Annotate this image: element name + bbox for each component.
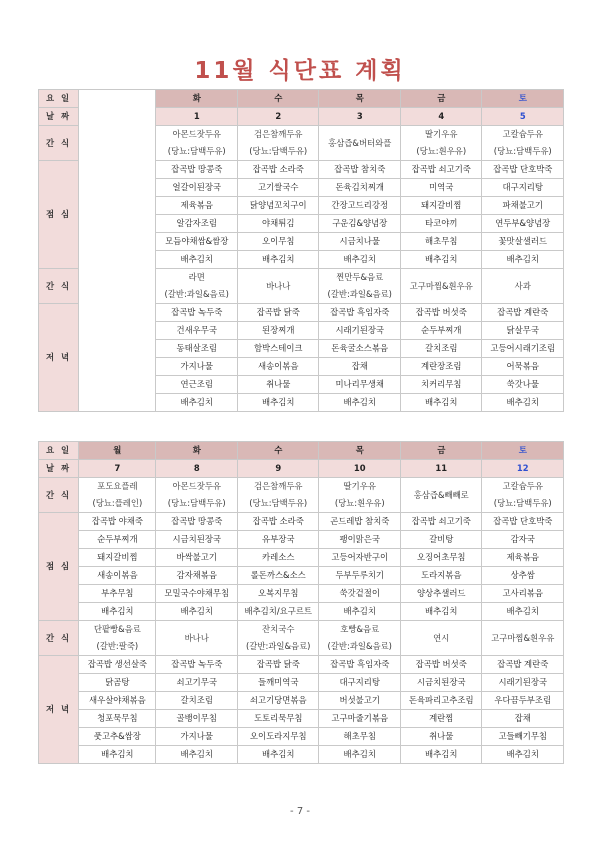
- snack-line: 딸기우유: [343, 481, 376, 491]
- lunch-item: 연두부&양념장: [482, 215, 564, 233]
- pm-snack-cell: [156, 621, 238, 656]
- snack-line: 호빵&음료: [340, 624, 380, 634]
- am-snack-cell: [237, 126, 319, 161]
- lunch-item: 카레소스: [237, 549, 319, 567]
- lunch-item: 고등어자반구이: [319, 549, 401, 567]
- page-number: - 7 -: [290, 806, 310, 817]
- lunch-item: 파채불고기: [482, 197, 564, 215]
- dinner-item: 골뱅이무침: [156, 710, 238, 728]
- dinner-item: 잡곡밥 버섯죽: [400, 656, 482, 674]
- dinner-item: 잡곡밥 녹두죽: [156, 304, 238, 322]
- lunch-item: 구운김&양념장: [319, 215, 401, 233]
- dinner-item: 돈육파리고추조림: [400, 692, 482, 710]
- snack-line: (당뇨:담백두유): [249, 498, 308, 508]
- lunch-item: 잡곡밥 소라죽: [237, 513, 319, 531]
- snack-line: 사과: [514, 280, 531, 291]
- snack-line: (당뇨:담백두유): [493, 146, 552, 156]
- lunch-item: 잡곡밥 땅콩죽: [156, 161, 238, 179]
- dinner-item: 고들빼기무침: [482, 728, 564, 746]
- dinner-item: 배추김치: [482, 746, 564, 764]
- lunch-item: 새송이볶음: [79, 567, 156, 585]
- snack-line: 검은참깨두유: [253, 481, 303, 491]
- snack-line: (당뇨:담백두유): [167, 498, 226, 508]
- lunch-item: 고사리볶음: [482, 585, 564, 603]
- lunch-item: 시금치나물: [319, 233, 401, 251]
- dinner-item: 우다끔두부조림: [482, 692, 564, 710]
- pm-snack-cell: [482, 621, 564, 656]
- lunch-item: 쑥갓겉절이: [319, 585, 401, 603]
- lunch-item: 모듬야채쌈&쌈장: [156, 233, 238, 251]
- dinner-item: 어묵볶음: [482, 358, 564, 376]
- snack-line: (갈반:과일&음료): [327, 289, 392, 299]
- snack-line: 라면: [188, 272, 205, 282]
- lunch-label: 점 심: [39, 513, 79, 621]
- dinner-item: 돈육굴소스볶음: [319, 340, 401, 358]
- dinner-item: 들깨미역국: [237, 674, 319, 692]
- dinner-item: 취나물: [237, 376, 319, 394]
- day-label: 요 일: [39, 442, 79, 460]
- date-header: 5: [482, 108, 564, 126]
- pm-snack-cell: [400, 269, 482, 304]
- am-snack-cell: [319, 478, 401, 513]
- lunch-item: 돈육김치찌개: [319, 179, 401, 197]
- dinner-item: 치커리무침: [400, 376, 482, 394]
- day-header: 화: [156, 442, 238, 460]
- lunch-item: 제육볶음: [482, 549, 564, 567]
- lunch-item: 부추무침: [79, 585, 156, 603]
- date-header: 3: [319, 108, 401, 126]
- dinner-item: 잡채: [482, 710, 564, 728]
- am-snack-cell: [156, 126, 238, 161]
- dinner-item: 해초무침: [319, 728, 401, 746]
- am-snack-cell: [400, 478, 482, 513]
- dinner-item: 잡곡밥 흑임자죽: [319, 656, 401, 674]
- dinner-item: 잡채: [319, 358, 401, 376]
- dinner-item: 시래기된장국: [482, 674, 564, 692]
- snack-line: (당뇨:플레인): [92, 498, 143, 508]
- dinner-item: 청포묵무침: [79, 710, 156, 728]
- day-header: 월: [79, 442, 156, 460]
- dinner-item: 동태살조림: [156, 340, 238, 358]
- lunch-item: 해초무침: [400, 233, 482, 251]
- date-header: 7: [79, 460, 156, 478]
- dinner-item: 배추김치: [319, 746, 401, 764]
- lunch-item: 돼지갈비찜: [400, 197, 482, 215]
- lunch-item: 야채튀김: [237, 215, 319, 233]
- dinner-label: 저 녁: [39, 304, 79, 412]
- snack-line: 포도요플레: [97, 481, 138, 491]
- lunch-item: 배추김치: [319, 251, 401, 269]
- lunch-item: 두부두루치기: [319, 567, 401, 585]
- snack-line: 고칼슘두유: [502, 481, 543, 491]
- lunch-item: 갈비탕: [400, 531, 482, 549]
- lunch-item: 알감자조림: [156, 215, 238, 233]
- snack-line: (당뇨:흰우유): [334, 498, 385, 508]
- pm-snack-cell: [79, 621, 156, 656]
- dinner-item: 고등어시래기조림: [482, 340, 564, 358]
- day-header: 목: [319, 442, 401, 460]
- snack-line: (갈반:팔죽): [96, 641, 139, 651]
- pm-snack-label: 간 식: [39, 621, 79, 656]
- dinner-item: 고구마줄기볶음: [319, 710, 401, 728]
- snack-line: 아몬드잣두유: [172, 129, 221, 139]
- snack-line: 찐만두&음료: [336, 272, 384, 282]
- pm-snack-label: 간 식: [39, 269, 79, 304]
- am-snack-label: 간 식: [39, 126, 79, 161]
- date-header: 1: [156, 108, 238, 126]
- lunch-item: 고기쌀국수: [237, 179, 319, 197]
- dinner-item: 버섯불고기: [319, 692, 401, 710]
- am-snack-cell: [156, 478, 238, 513]
- dinner-item: 오이도라지무침: [237, 728, 319, 746]
- pm-snack-cell: [319, 621, 401, 656]
- dinner-item: 잡곡밥 닭죽: [237, 656, 319, 674]
- lunch-item: 순두부찌개: [79, 531, 156, 549]
- lunch-item: 모밀국수야채무침: [156, 585, 238, 603]
- snack-line: (당뇨:담백두유): [493, 498, 552, 508]
- lunch-label: 점 심: [39, 161, 79, 269]
- dinner-item: 쑥갓나물: [482, 376, 564, 394]
- day-header: 금: [400, 90, 482, 108]
- lunch-item: 배추김치/요구르트: [237, 603, 319, 621]
- dinner-item: 취나물: [400, 728, 482, 746]
- dinner-item: 가지나물: [156, 728, 238, 746]
- lunch-item: 오복지무침: [237, 585, 319, 603]
- snack-line: 잔치국수: [262, 624, 295, 634]
- am-snack-cell: [319, 126, 401, 161]
- blank-cell: [79, 90, 156, 412]
- lunch-item: 잡곡밥 소라죽: [237, 161, 319, 179]
- lunch-item: 배추김치: [319, 603, 401, 621]
- lunch-item: 배추김치: [156, 603, 238, 621]
- lunch-item: 롤돈까스&소스: [237, 567, 319, 585]
- lunch-item: 상추쌈: [482, 567, 564, 585]
- snack-line: (갈반:과일&음료): [164, 289, 229, 299]
- dinner-item: 잡곡밥 계란죽: [482, 656, 564, 674]
- date-header: 8: [156, 460, 238, 478]
- am-snack-label: 간 식: [39, 478, 79, 513]
- snack-line: 홍삼즙&빼빼로: [413, 489, 469, 500]
- day-header: 금: [400, 442, 482, 460]
- dinner-item: 순두부찌개: [400, 322, 482, 340]
- snack-line: (갈반:과일&음료): [327, 641, 392, 651]
- lunch-item: 미역국: [400, 179, 482, 197]
- dinner-item: 미나리무생채: [319, 376, 401, 394]
- snack-line: 바나나: [184, 632, 209, 643]
- snack-line: 연시: [433, 632, 450, 643]
- lunch-item: 꽃맛살샐러드: [482, 233, 564, 251]
- dinner-item: 배추김치: [156, 394, 238, 412]
- dinner-item: 계란장조림: [400, 358, 482, 376]
- snack-line: (당뇨:담백두유): [167, 146, 226, 156]
- dinner-item: 가지나물: [156, 358, 238, 376]
- pm-snack-cell: [156, 269, 238, 304]
- lunch-item: 잡곡밥 땅콩죽: [156, 513, 238, 531]
- snack-line: 단팥빵&음료: [93, 624, 141, 634]
- lunch-item: 배추김치: [400, 603, 482, 621]
- dinner-item: 새우살야채볶음: [79, 692, 156, 710]
- dinner-item: 갈치조림: [156, 692, 238, 710]
- dinner-item: 배추김치: [237, 746, 319, 764]
- dinner-label: 저 녁: [39, 656, 79, 764]
- snack-line: (당뇨:흰우유): [416, 146, 467, 156]
- dinner-item: 도토리묵무침: [237, 710, 319, 728]
- date-label: 날 짜: [39, 460, 79, 478]
- pm-snack-cell: [319, 269, 401, 304]
- dinner-item: 된장찌개: [237, 322, 319, 340]
- lunch-item: 바싹불고기: [156, 549, 238, 567]
- day-header: 토: [482, 442, 564, 460]
- am-snack-cell: [237, 478, 319, 513]
- page-title: 11월 식단표 계획: [194, 58, 406, 84]
- snack-line: 아몬드잣두유: [172, 481, 221, 491]
- lunch-item: 잡곡밥 단호박죽: [482, 161, 564, 179]
- am-snack-cell: [79, 478, 156, 513]
- lunch-item: 배추김치: [156, 251, 238, 269]
- snack-line: 홍삼즙&버터와플: [328, 137, 392, 148]
- dinner-item: 풋고추&쌈장: [79, 728, 156, 746]
- snack-line: 검은참깨두유: [253, 129, 303, 139]
- lunch-item: 팽이맑은국: [319, 531, 401, 549]
- day-header: 목: [319, 90, 401, 108]
- dinner-item: 배추김치: [482, 394, 564, 412]
- lunch-item: 대구지리탕: [482, 179, 564, 197]
- snack-line: (당뇨:담백두유): [249, 146, 308, 156]
- date-header: 4: [400, 108, 482, 126]
- snack-line: (갈반:과일&음료): [246, 641, 311, 651]
- lunch-item: 제육볶음: [156, 197, 238, 215]
- lunch-item: 감자채볶음: [156, 567, 238, 585]
- dinner-item: 배추김치: [79, 746, 156, 764]
- lunch-item: 양상추샐러드: [400, 585, 482, 603]
- dinner-item: 함박스테이크: [237, 340, 319, 358]
- dinner-item: 시래기된장국: [319, 322, 401, 340]
- snack-line: 고칼슘두유: [502, 129, 543, 139]
- pm-snack-cell: [400, 621, 482, 656]
- date-header: 11: [400, 460, 482, 478]
- date-header: 10: [319, 460, 401, 478]
- dinner-item: 시금치된장국: [400, 674, 482, 692]
- snack-line: 딸기우유: [425, 129, 458, 139]
- day-header: 수: [237, 442, 319, 460]
- am-snack-cell: [400, 126, 482, 161]
- dinner-item: 닭곰탕: [79, 674, 156, 692]
- week1-table: [38, 89, 564, 412]
- lunch-item: 잡곡밥 야채죽: [79, 513, 156, 531]
- dinner-item: 배추김치: [319, 394, 401, 412]
- snack-line: 고구마찜&흰우유: [409, 280, 473, 291]
- dinner-item: 배추김치: [400, 746, 482, 764]
- dinner-item: 배추김치: [156, 746, 238, 764]
- lunch-item: 돼지갈비찜: [79, 549, 156, 567]
- lunch-item: 잡곡밥 쇠고기죽: [400, 513, 482, 531]
- dinner-item: 잡곡밥 흑임자죽: [319, 304, 401, 322]
- lunch-item: 잡곡밥 쇠고기죽: [400, 161, 482, 179]
- day-header: 수: [237, 90, 319, 108]
- lunch-item: 시금치된장국: [156, 531, 238, 549]
- dinner-item: 건새우무국: [156, 322, 238, 340]
- lunch-item: 오이무침: [237, 233, 319, 251]
- dinner-item: 쇠고기당면볶음: [237, 692, 319, 710]
- dinner-item: 잡곡밥 생선살죽: [79, 656, 156, 674]
- pm-snack-cell: [482, 269, 564, 304]
- lunch-item: 얼갈이된장국: [156, 179, 238, 197]
- dinner-item: 계란찜: [400, 710, 482, 728]
- snack-line: 고구마찜&흰우유: [491, 632, 555, 643]
- dinner-item: 배추김치: [237, 394, 319, 412]
- snack-line: 바나나: [266, 280, 291, 291]
- date-header: 2: [237, 108, 319, 126]
- lunch-item: 도라지볶음: [400, 567, 482, 585]
- dinner-item: 쇠고기무국: [156, 674, 238, 692]
- pm-snack-cell: [237, 269, 319, 304]
- lunch-item: 감자국: [482, 531, 564, 549]
- date-header: 12: [482, 460, 564, 478]
- dinner-item: 잡곡밥 버섯죽: [400, 304, 482, 322]
- am-snack-cell: [482, 478, 564, 513]
- lunch-item: 배추김치: [400, 251, 482, 269]
- lunch-item: 유부장국: [237, 531, 319, 549]
- dinner-item: 닭살무국: [482, 322, 564, 340]
- dinner-item: 갈치조림: [400, 340, 482, 358]
- lunch-item: 배추김치: [482, 251, 564, 269]
- dinner-item: 잡곡밥 계란죽: [482, 304, 564, 322]
- day-header: 토: [482, 90, 564, 108]
- lunch-item: 곤드레밥 참치죽: [319, 513, 401, 531]
- lunch-item: 타코야끼: [400, 215, 482, 233]
- week2-table: [38, 441, 564, 764]
- dinner-item: 잡곡밥 녹두죽: [156, 656, 238, 674]
- am-snack-cell: [482, 126, 564, 161]
- dinner-item: 새송이볶음: [237, 358, 319, 376]
- day-label: 요 일: [39, 90, 79, 108]
- day-header: 화: [156, 90, 238, 108]
- lunch-item: 배추김치: [79, 603, 156, 621]
- lunch-item: 배추김치: [237, 251, 319, 269]
- date-header: 9: [237, 460, 319, 478]
- lunch-item: 닭양념꼬치구이: [237, 197, 319, 215]
- pm-snack-cell: [237, 621, 319, 656]
- lunch-item: 잡곡밥 단호박죽: [482, 513, 564, 531]
- dinner-item: 배추김치: [400, 394, 482, 412]
- lunch-item: 배추김치: [482, 603, 564, 621]
- dinner-item: 대구지리탕: [319, 674, 401, 692]
- lunch-item: 오징어초무침: [400, 549, 482, 567]
- dinner-item: 잡곡밥 닭죽: [237, 304, 319, 322]
- lunch-item: 잡곡밥 참치죽: [319, 161, 401, 179]
- date-label: 날 짜: [39, 108, 79, 126]
- lunch-item: 간장고드리강정: [319, 197, 401, 215]
- dinner-item: 연근조림: [156, 376, 238, 394]
